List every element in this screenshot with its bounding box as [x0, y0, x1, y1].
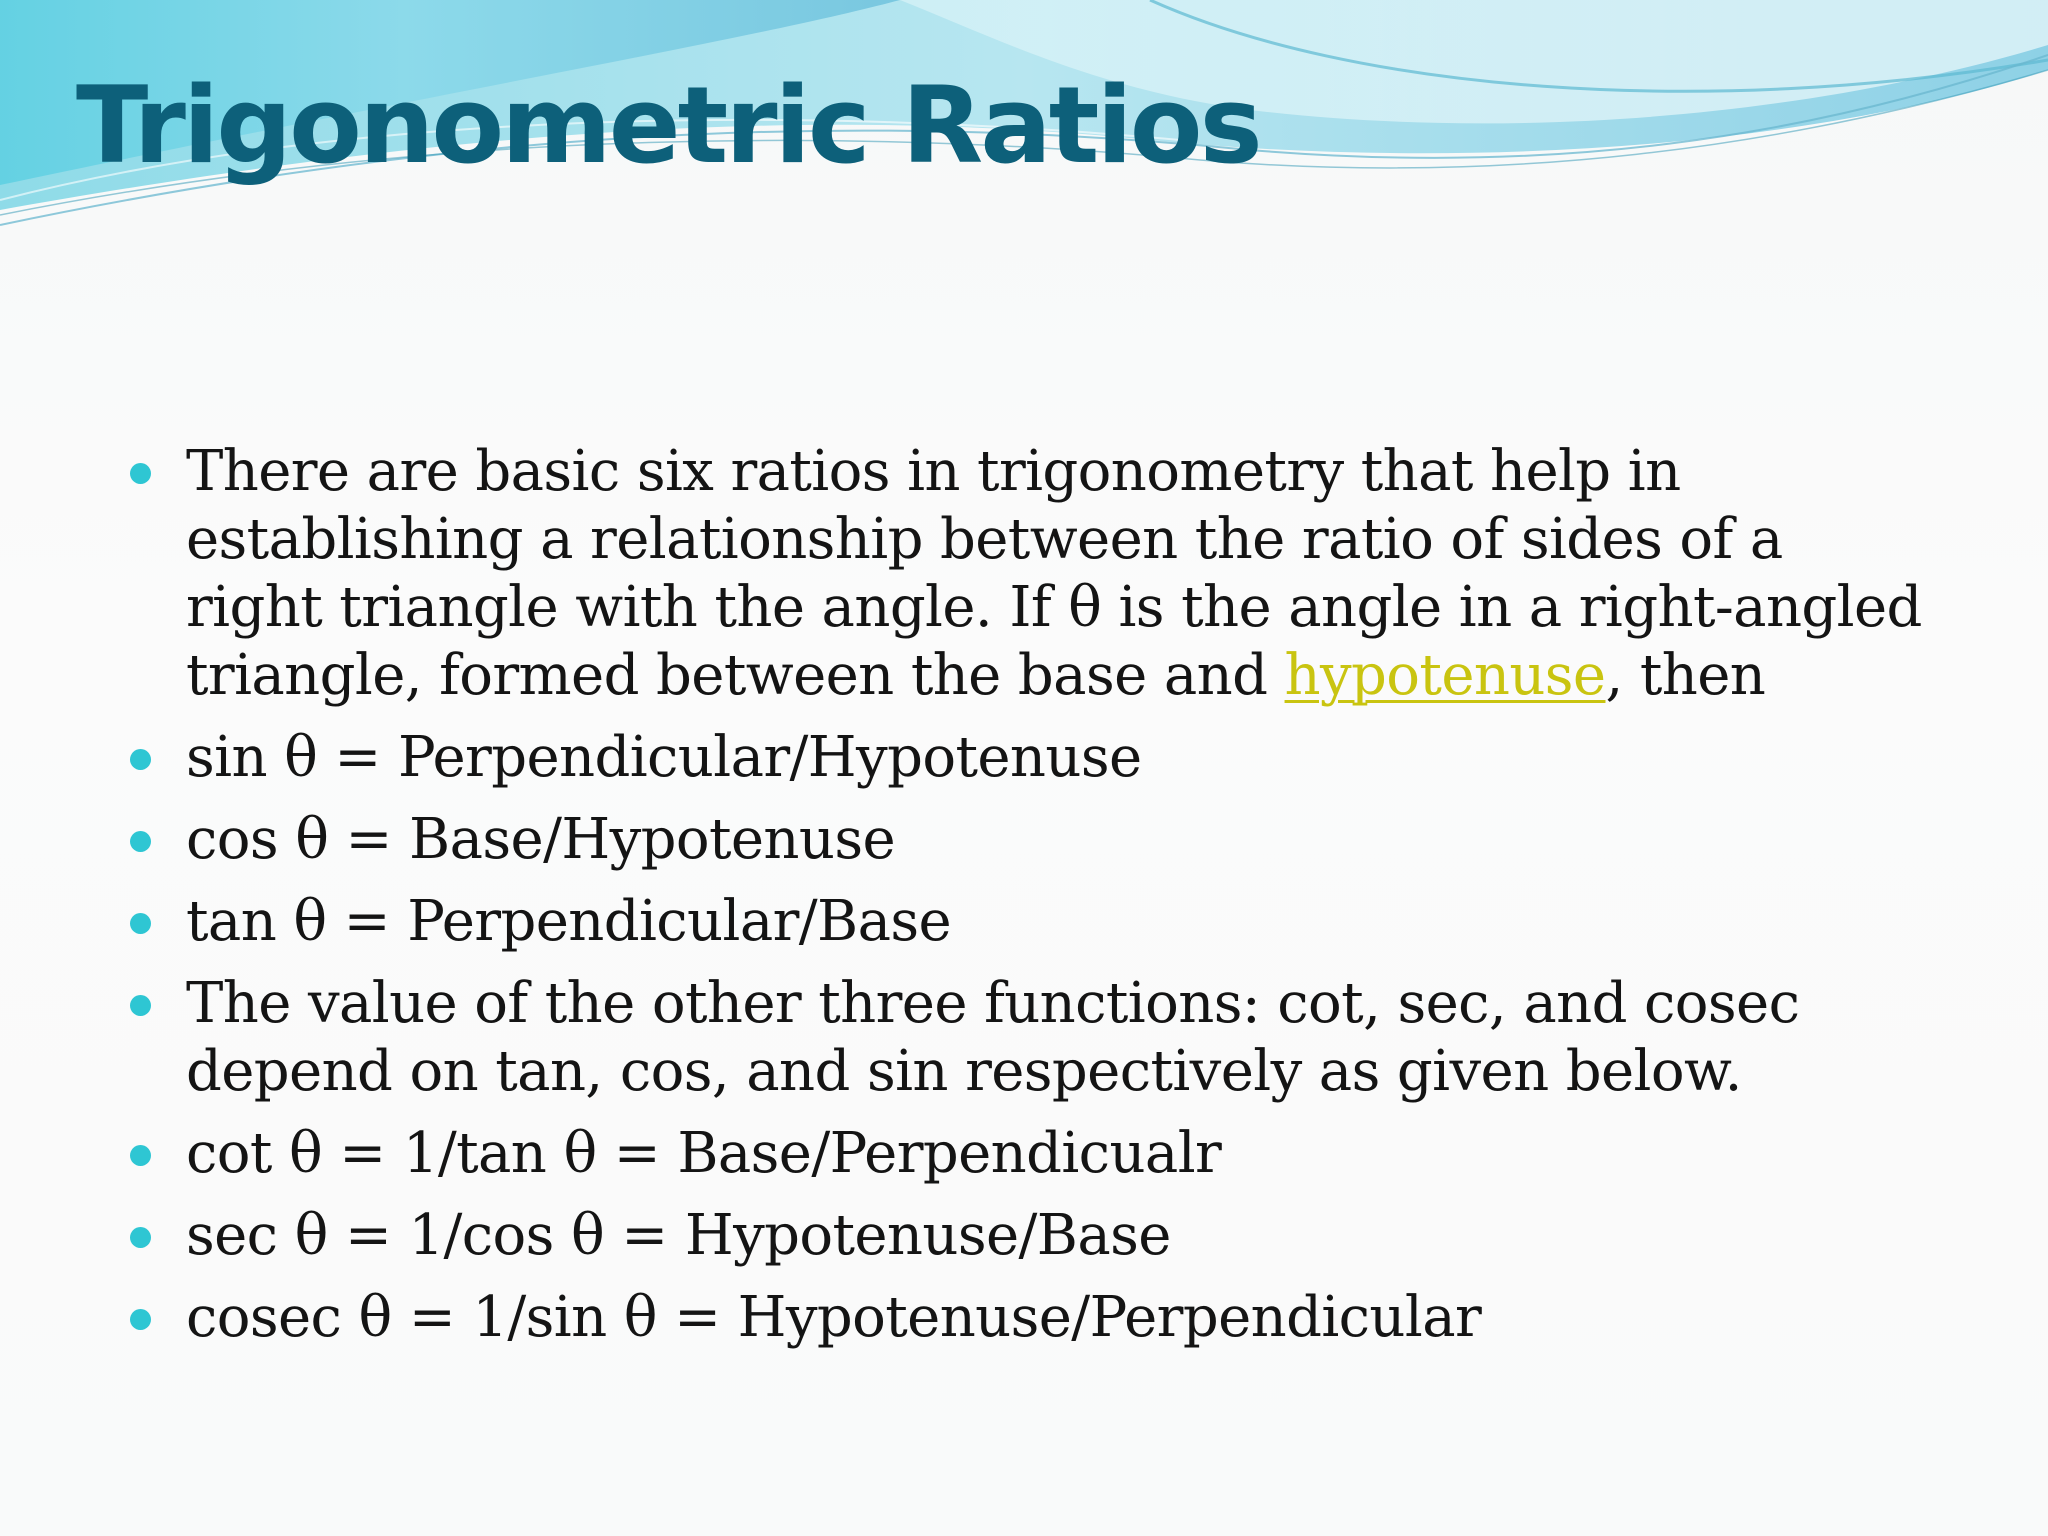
bullet-text-cot: cot θ = 1/tan θ = Base/Perpendicualr: [186, 1121, 1222, 1186]
list-item: [128, 806, 1928, 874]
list-item: [128, 438, 1928, 710]
intro-text-before-link: There are basic six ratios in trigonometry that help in establishing a relationship between the ratio of sides of a right triangle with the angle. If θ is the angle in a right-angled triangle, formed between the base and: [186, 439, 1922, 708]
bullet-dot-icon: [130, 1309, 151, 1330]
bullet-text-other-functions: The value of the other three functions: cot, sec, and cosec depend on tan, cos, and sin respectively as given below.: [186, 971, 1800, 1104]
list-item: [128, 888, 1928, 956]
bullet-list: [128, 438, 1928, 1366]
list-item: [128, 970, 1928, 1106]
bullet-dot-icon: [130, 1145, 151, 1166]
bullet-dot-icon: [130, 1227, 151, 1248]
bullet-dot-icon: [130, 749, 151, 770]
list-item: [128, 1284, 1928, 1352]
bullet-dot-icon: [130, 463, 151, 484]
list-item: [128, 1120, 1928, 1188]
bullet-text-cos: cos θ = Base/Hypotenuse: [186, 807, 896, 872]
bullet-text-tan: tan θ = Perpendicular/Base: [186, 889, 952, 954]
bullet-dot-icon: [130, 995, 151, 1016]
bullet-dot-icon: [130, 831, 151, 852]
hypotenuse-link[interactable]: hypotenuse: [1284, 643, 1606, 708]
list-item: [128, 724, 1928, 792]
bullet-text-sec: sec θ = 1/cos θ = Hypotenuse/Base: [186, 1203, 1171, 1268]
list-item: [128, 1202, 1928, 1270]
intro-text-after-link: , then: [1605, 643, 1766, 708]
slide-title: Trigonometric Ratios: [76, 64, 1260, 187]
bullet-dot-icon: [130, 913, 151, 934]
bullet-text-cosec: cosec θ = 1/sin θ = Hypotenuse/Perpendicular: [186, 1285, 1482, 1350]
bullet-text-sin: sin θ = Perpendicular/Hypotenuse: [186, 725, 1142, 790]
